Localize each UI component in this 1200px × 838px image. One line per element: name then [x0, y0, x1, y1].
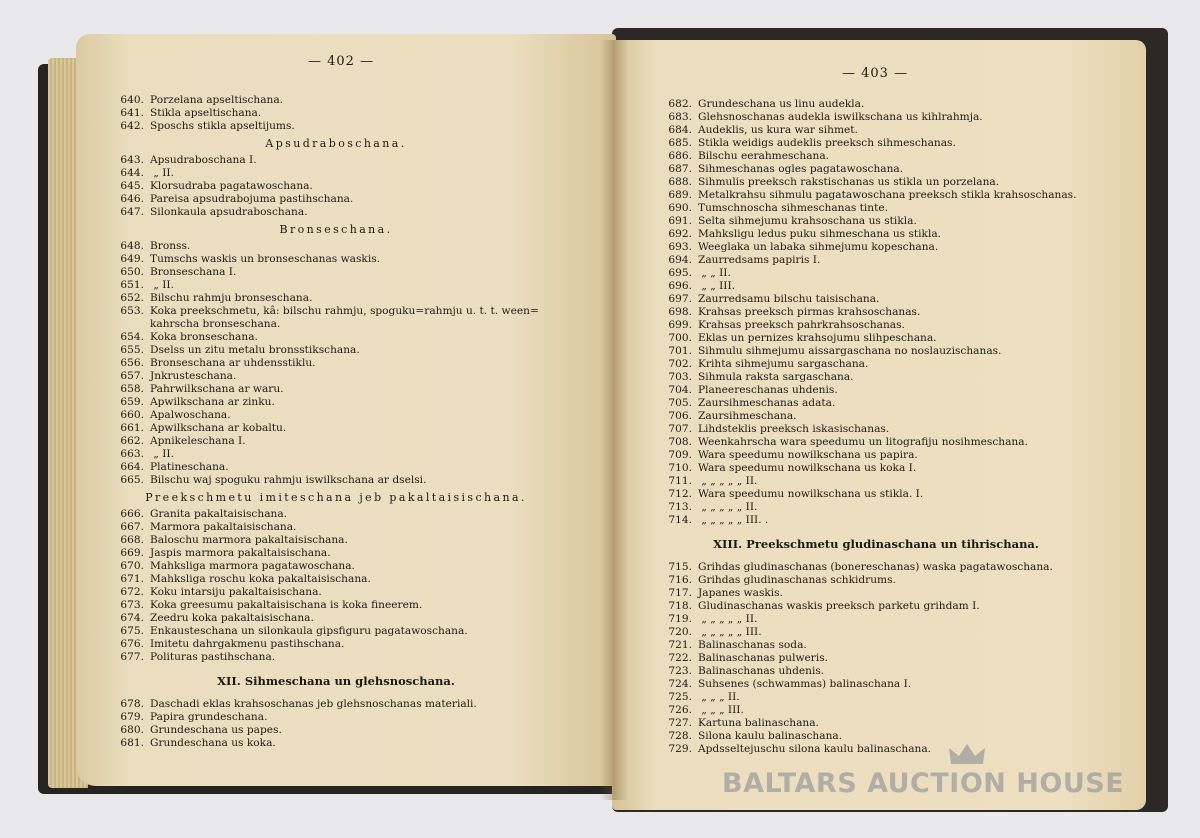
toc-entry: [106, 599, 422, 612]
entry-title: „ II.: [150, 167, 174, 179]
section-heading: XII. Sihmeschana un glehsnoschana.: [217, 674, 455, 688]
entry-title: „ „ III.: [698, 280, 736, 292]
entry-number: 724.: [668, 678, 692, 690]
entry-title: Bilschu eerahmeschana.: [698, 150, 830, 162]
entry-title: Grundeschana us papes.: [150, 724, 282, 736]
toc-entry: [106, 409, 231, 422]
entry-number: 704.: [668, 384, 692, 396]
entry-number: 647.: [120, 206, 144, 218]
entry-number: 646.: [120, 193, 144, 205]
entry-title: Mahksliga marmora pagatawoschana.: [150, 560, 355, 572]
entry-title: Bronseschana ar uhdensstiklu.: [150, 357, 316, 369]
toc-entry: [106, 193, 353, 206]
toc-entry: [106, 573, 371, 586]
entry-number: 700.: [668, 332, 692, 344]
toc-entry: [106, 724, 282, 737]
toc-entry: [654, 280, 735, 293]
toc-entry: [654, 254, 820, 267]
entry-number: 658.: [120, 383, 144, 395]
toc-entry: [654, 267, 731, 280]
entry-number: 707.: [668, 423, 692, 435]
watermark: BALTARS AUCTION HOUSE: [722, 768, 1125, 799]
toc-entry: [106, 547, 331, 560]
entry-number: 666.: [120, 508, 144, 520]
entry-number: 713.: [668, 501, 692, 513]
entry-number: 641.: [120, 107, 144, 119]
entry-title: Koka preekschmetu, kâ: bilschu rahmju, spoguku=rahmju u. t. t. ween=: [150, 305, 539, 317]
entry-title: Tumschnoscha sihmeschanas tinte.: [698, 202, 888, 214]
entry-title: Apdsseltejuschu silona kaulu balinaschana.: [698, 743, 932, 755]
entry-title: Balinaschanas soda.: [698, 639, 807, 651]
entry-number: 708.: [668, 436, 692, 448]
entry-title: Platineschana.: [150, 461, 229, 473]
entry-title: Zaurredsamu bilschu taisischana.: [698, 293, 880, 305]
entry-title: Apalwoschana.: [150, 409, 231, 421]
entry-number: 712.: [668, 488, 692, 500]
entry-number: 727.: [668, 717, 692, 729]
toc-entry: [106, 344, 360, 357]
entry-number: 697.: [668, 293, 692, 305]
toc-entry: [106, 292, 312, 305]
entry-number: 652.: [120, 292, 144, 304]
toc-entry: [654, 449, 918, 462]
entry-number: 684.: [668, 124, 692, 136]
toc-entry: [654, 228, 941, 241]
page-number-right: — 403 —: [842, 66, 909, 81]
entry-number: 667.: [120, 521, 144, 533]
entry-number: 663.: [120, 448, 144, 460]
toc-entry: [654, 514, 768, 527]
entry-title: Porzelana apseltischana.: [150, 94, 284, 106]
entry-title: „ „ II.: [698, 267, 731, 279]
entry-title: Glehsnoschanas audekla iswilkschana us kihlrahmja.: [698, 111, 983, 123]
entry-title: Suhsenes (schwammas) balinaschana I.: [698, 678, 912, 690]
toc-entry: [654, 98, 864, 111]
entry-title: Sihmula raksta sargaschana.: [698, 371, 854, 383]
entry-number: 701.: [668, 345, 692, 357]
toc-entry: [654, 436, 1028, 449]
subsection-heading: Bronseschana.: [279, 223, 393, 236]
toc-entry: [106, 461, 229, 474]
entry-title: Zaursihmeschana.: [698, 410, 797, 422]
entry-title: Weeglaka un labaka sihmejumu kopeschana.: [698, 241, 939, 253]
toc-entry: [654, 639, 807, 652]
entry-title: Mahksliga roschu koka pakaltaisischana.: [150, 573, 371, 585]
entry-title: Grundeschana us koka.: [150, 737, 276, 749]
toc-entry: [106, 651, 275, 664]
toc-entry: [654, 743, 931, 756]
toc-entry: [106, 474, 426, 487]
entry-title: Granita pakaltaisischana.: [150, 508, 288, 520]
entry-number: 648.: [120, 240, 144, 252]
entry-title: Apwilkschana ar kobaltu.: [150, 422, 287, 434]
entry-number: 682.: [668, 98, 692, 110]
entry-number: 676.: [120, 638, 144, 650]
entry-title: Silona kaulu balinaschana.: [698, 730, 843, 742]
entry-title: Mahksligu ledus puku sihmeschana us stikla.: [698, 228, 942, 240]
entry-number: 645.: [120, 180, 144, 192]
entry-title: Sihmulu sihmejumu aissargaschana no noslauzischanas.: [698, 345, 1002, 357]
toc-entry: [654, 587, 783, 600]
entry-title: Jaspis marmora pakaltaisischana.: [150, 547, 331, 559]
toc-entry: [106, 279, 174, 292]
entry-number: 715.: [668, 561, 692, 573]
entry-title: „ „ „ III.: [698, 704, 744, 716]
toc-entry: [654, 665, 824, 678]
crown-icon: [947, 742, 987, 766]
entry-number: 687.: [668, 163, 692, 175]
entry-number: 675.: [120, 625, 144, 637]
entry-number: 644.: [120, 167, 144, 179]
entry-number: 699.: [668, 319, 692, 331]
toc-entry: [654, 137, 956, 150]
entry-number: 703.: [668, 371, 692, 383]
toc-entry: [654, 176, 999, 189]
entry-title: Gludinaschanas waskis preeksch parketu grihdam I.: [698, 600, 980, 612]
toc-entry: [106, 266, 236, 279]
toc-entry: [106, 107, 261, 120]
toc-entry: [654, 561, 1053, 574]
right-page: [612, 40, 1146, 810]
entry-title: Sihmeschanas ogles pagatawoschana.: [698, 163, 904, 175]
toc-entry: [106, 94, 283, 107]
entry-title: „ II.: [150, 448, 174, 460]
entry-number: 726.: [668, 704, 692, 716]
toc-entry: [106, 370, 236, 383]
toc-entry: [654, 475, 757, 488]
entry-title: Krihta sihmejumu sargaschana.: [698, 358, 869, 370]
entry-title: Sposchs stikla apseltijums.: [150, 120, 295, 132]
entry-number: 674.: [120, 612, 144, 624]
toc-entry: [106, 180, 313, 193]
entry-number: 665.: [120, 474, 144, 486]
entry-number: 690.: [668, 202, 692, 214]
entry-number: 716.: [668, 574, 692, 586]
entry-title: Zaursihmeschanas adata.: [698, 397, 836, 409]
toc-entry: [654, 384, 838, 397]
toc-entry: [106, 318, 280, 331]
entry-title: Japanes waskis.: [698, 587, 783, 599]
entry-number: 702.: [668, 358, 692, 370]
entry-number: 670.: [120, 560, 144, 572]
entry-number: 711.: [668, 475, 692, 487]
toc-entry: [106, 508, 287, 521]
toc-entry: [654, 150, 829, 163]
entry-number: 660.: [120, 409, 144, 421]
entry-title: „ II.: [150, 279, 174, 291]
entry-number: 669.: [120, 547, 144, 559]
entry-title: Stikla weidigs audeklis preeksch sihmeschanas.: [698, 137, 956, 149]
entry-number: 685.: [668, 137, 692, 149]
entry-title: Apsudraboschana I.: [150, 154, 257, 166]
entry-title: „ „ „ II.: [698, 691, 740, 703]
entry-number: 671.: [120, 573, 144, 585]
toc-entry: [654, 613, 757, 626]
entry-number: 678.: [120, 698, 144, 710]
entry-number: 698.: [668, 306, 692, 318]
entry-number: 729.: [668, 743, 692, 755]
entry-number: 681.: [120, 737, 144, 749]
entry-number: 718.: [668, 600, 692, 612]
toc-entry: [654, 626, 762, 639]
entry-number: 649.: [120, 253, 144, 265]
entry-number: 719.: [668, 613, 692, 625]
book-gutter: [600, 40, 628, 800]
toc-entry: [654, 397, 835, 410]
entry-title: Selta sihmejumu krahsoschana us stikla.: [698, 215, 917, 227]
entry-number: 679.: [120, 711, 144, 723]
entry-title: Grihdas gludinaschanas schkidrums.: [698, 574, 896, 586]
toc-entry: [654, 189, 1076, 202]
entry-number: 668.: [120, 534, 144, 546]
entry-number: 640.: [120, 94, 144, 106]
toc-entry: [654, 410, 797, 423]
entry-title: Zeedru koka pakaltaisischana.: [150, 612, 314, 624]
entry-number: 673.: [120, 599, 144, 611]
entry-title: Koka greesumu pakaltaisischana is koka fineerem.: [150, 599, 423, 611]
entry-number: 709.: [668, 449, 692, 461]
toc-entry: [654, 371, 854, 384]
entry-title: kahrscha bronseschana.: [150, 318, 281, 330]
entry-number: 643.: [120, 154, 144, 166]
toc-entry: [654, 501, 757, 514]
section-heading: XIII. Preekschmetu gludinaschana un tihrischana.: [713, 537, 1039, 551]
toc-entry: [654, 163, 903, 176]
entry-title: Zaurredsams papiris I.: [698, 254, 821, 266]
entry-number: 705.: [668, 397, 692, 409]
entry-number: 655.: [120, 344, 144, 356]
entry-title: Krahsas preeksch pirmas krahsoschanas.: [698, 306, 921, 318]
entry-title: Bilschu waj spoguku rahmju iswilkschana ar dselsi.: [150, 474, 427, 486]
toc-entry: [654, 691, 740, 704]
entry-title: Daschadi eklas krahsoschanas jeb glehsnoschanas materiali.: [150, 698, 477, 710]
entry-number: 689.: [668, 189, 692, 201]
entry-number: 688.: [668, 176, 692, 188]
toc-entry: [106, 625, 468, 638]
toc-entry: [654, 241, 938, 254]
toc-entry: [654, 704, 744, 717]
entry-title: Bronss.: [150, 240, 191, 252]
toc-entry: [106, 331, 258, 344]
entry-title: „ „ „ „ „ II.: [698, 475, 758, 487]
entry-title: Koka bronseschana.: [150, 331, 258, 343]
entry-number: 657.: [120, 370, 144, 382]
entry-title: Balinaschanas pulweris.: [698, 652, 829, 664]
toc-entry: [654, 111, 983, 124]
entry-number: 686.: [668, 150, 692, 162]
entry-title: Pahrwilkschana ar waru.: [150, 383, 284, 395]
toc-entry: [654, 358, 868, 371]
left-page: [76, 34, 616, 786]
entry-number: 721.: [668, 639, 692, 651]
toc-entry: [106, 586, 322, 599]
entry-title: Grundeschana us linu audekla.: [698, 98, 865, 110]
entry-number: 650.: [120, 266, 144, 278]
toc-entry: [106, 698, 477, 711]
toc-entry: [106, 240, 190, 253]
entry-number: 659.: [120, 396, 144, 408]
toc-entry: [106, 305, 539, 318]
entry-number: 720.: [668, 626, 692, 638]
entry-title: Lihdsteklis preeksch iskasischanas.: [698, 423, 890, 435]
entry-title: Planeereschanas uhdenis.: [698, 384, 838, 396]
toc-entry: [106, 206, 308, 219]
entry-number: 662.: [120, 435, 144, 447]
entry-title: Pareisa apsudrabojuma pastihschana.: [150, 193, 354, 205]
entry-number: 651.: [120, 279, 144, 291]
entry-title: Bilschu rahmju bronseschana.: [150, 292, 313, 304]
toc-entry: [654, 202, 888, 215]
entry-title: Silonkaula apsudraboschana.: [150, 206, 308, 218]
subsection-heading: Apsudraboschana.: [265, 137, 407, 150]
toc-entry: [654, 124, 858, 137]
entry-title: „ „ „ „ „ III.: [698, 626, 762, 638]
toc-entry: [106, 154, 257, 167]
entry-number: 722.: [668, 652, 692, 664]
toc-entry: [654, 600, 980, 613]
entry-title: Wara speedumu nowilkschana us papira.: [698, 449, 918, 461]
entry-number: 680.: [120, 724, 144, 736]
entry-number: 683.: [668, 111, 692, 123]
toc-entry: [654, 215, 917, 228]
toc-entry: [654, 488, 923, 501]
entry-title: Jnkrusteschana.: [150, 370, 237, 382]
entry-title: Klorsudraba pagatawoschana.: [150, 180, 313, 192]
entry-title: Audeklis, us kura war sihmet.: [698, 124, 858, 136]
entry-number: 664.: [120, 461, 144, 473]
entry-title: Enkausteschana un silonkaula gipsfiguru pagatawoschana.: [150, 625, 468, 637]
entry-title: Grihdas gludinaschanas (bonereschanas) waska pagatawoschana.: [698, 561, 1053, 573]
toc-entry: [654, 306, 920, 319]
entry-number: 696.: [668, 280, 692, 292]
toc-entry: [654, 717, 819, 730]
entry-title: Dselss un zitu metalu bronsstikschana.: [150, 344, 360, 356]
toc-entry: [106, 422, 286, 435]
toc-entry: [654, 345, 1001, 358]
entry-title: „ „ „ „ „ II.: [698, 613, 758, 625]
toc-entry: [106, 120, 295, 133]
toc-entry: [106, 448, 174, 461]
entry-number: 717.: [668, 587, 692, 599]
entry-title: Eklas un pernizes krahsojumu slihpeschana.: [698, 332, 937, 344]
entry-number: 710.: [668, 462, 692, 474]
entry-title: Koku intarsiju pakaltaisischana.: [150, 586, 322, 598]
entry-title: Imitetu dahrgakmenu pastihschana.: [150, 638, 345, 650]
toc-entry: [106, 253, 380, 266]
entry-number: 677.: [120, 651, 144, 663]
toc-entry: [654, 423, 889, 436]
entry-title: Tumschs waskis un bronseschanas waskis.: [150, 253, 381, 265]
entry-number: 694.: [668, 254, 692, 266]
entry-title: Apwilkschana ar zinku.: [150, 396, 275, 408]
toc-entry: [106, 560, 355, 573]
toc-entry: [106, 737, 276, 750]
toc-entry: [106, 435, 246, 448]
entry-title: Papira grundeschana.: [150, 711, 268, 723]
toc-entry: [106, 396, 275, 409]
entry-title: Wara speedumu nowilkschana us koka I.: [698, 462, 917, 474]
entry-title: „ „ „ „ „ II.: [698, 501, 758, 513]
entry-number: 642.: [120, 120, 144, 132]
toc-entry: [654, 678, 911, 691]
toc-entry: [106, 534, 348, 547]
entry-number: 728.: [668, 730, 692, 742]
entry-number: 661.: [120, 422, 144, 434]
entry-title: Marmora pakaltaisischana.: [150, 521, 297, 533]
toc-entry: [654, 574, 896, 587]
entry-title: „ „ „ „ „ III. .: [698, 514, 769, 526]
entry-number: 706.: [668, 410, 692, 422]
entry-number: 693.: [668, 241, 692, 253]
entry-number: 653.: [120, 305, 144, 317]
entry-title: Bronseschana I.: [150, 266, 237, 278]
entry-title: Kartuna balinaschana.: [698, 717, 819, 729]
toc-entry: [654, 293, 879, 306]
entry-title: Stikla apseltischana.: [150, 107, 262, 119]
toc-entry: [106, 383, 284, 396]
entry-title: Wara speedumu nowilkschana us stikla. I.: [698, 488, 924, 500]
toc-entry: [654, 730, 842, 743]
entry-number: 695.: [668, 267, 692, 279]
entry-title: Apnikeleschana I.: [150, 435, 246, 447]
toc-entry: [654, 652, 828, 665]
entry-title: Balinaschanas uhdenis.: [698, 665, 825, 677]
entry-number: 714.: [668, 514, 692, 526]
entry-title: Weenkahrscha wara speedumu un litografiju nosihmeschana.: [698, 436, 1028, 448]
entry-number: 656.: [120, 357, 144, 369]
entry-title: Metalkrahsu sihmulu pagatawoschana preeksch stikla krahsoschanas.: [698, 189, 1077, 201]
toc-entry: [106, 357, 316, 370]
entry-title: Polituras pastihschana.: [150, 651, 276, 663]
toc-entry: [654, 332, 937, 345]
entry-title: Baloschu marmora pakaltaisischana.: [150, 534, 348, 546]
entry-number: 691.: [668, 215, 692, 227]
entry-number: 692.: [668, 228, 692, 240]
entry-number: 654.: [120, 331, 144, 343]
toc-entry: [106, 711, 267, 724]
toc-entry: [654, 319, 905, 332]
subsection-heading: Preekschmetu imiteschana jeb pakaltaisischana.: [145, 491, 527, 504]
entry-number: 723.: [668, 665, 692, 677]
toc-entry: [106, 521, 296, 534]
page-number-left: — 402 —: [308, 54, 375, 69]
entry-title: Krahsas preeksch pahrkrahsoschanas.: [698, 319, 905, 331]
entry-number: 672.: [120, 586, 144, 598]
entry-number: 725.: [668, 691, 692, 703]
toc-entry: [106, 612, 314, 625]
toc-entry: [654, 462, 916, 475]
entry-title: Sihmulis preeksch rakstischanas us stikla un porzelana.: [698, 176, 1000, 188]
toc-entry: [106, 638, 344, 651]
toc-entry: [106, 167, 174, 180]
